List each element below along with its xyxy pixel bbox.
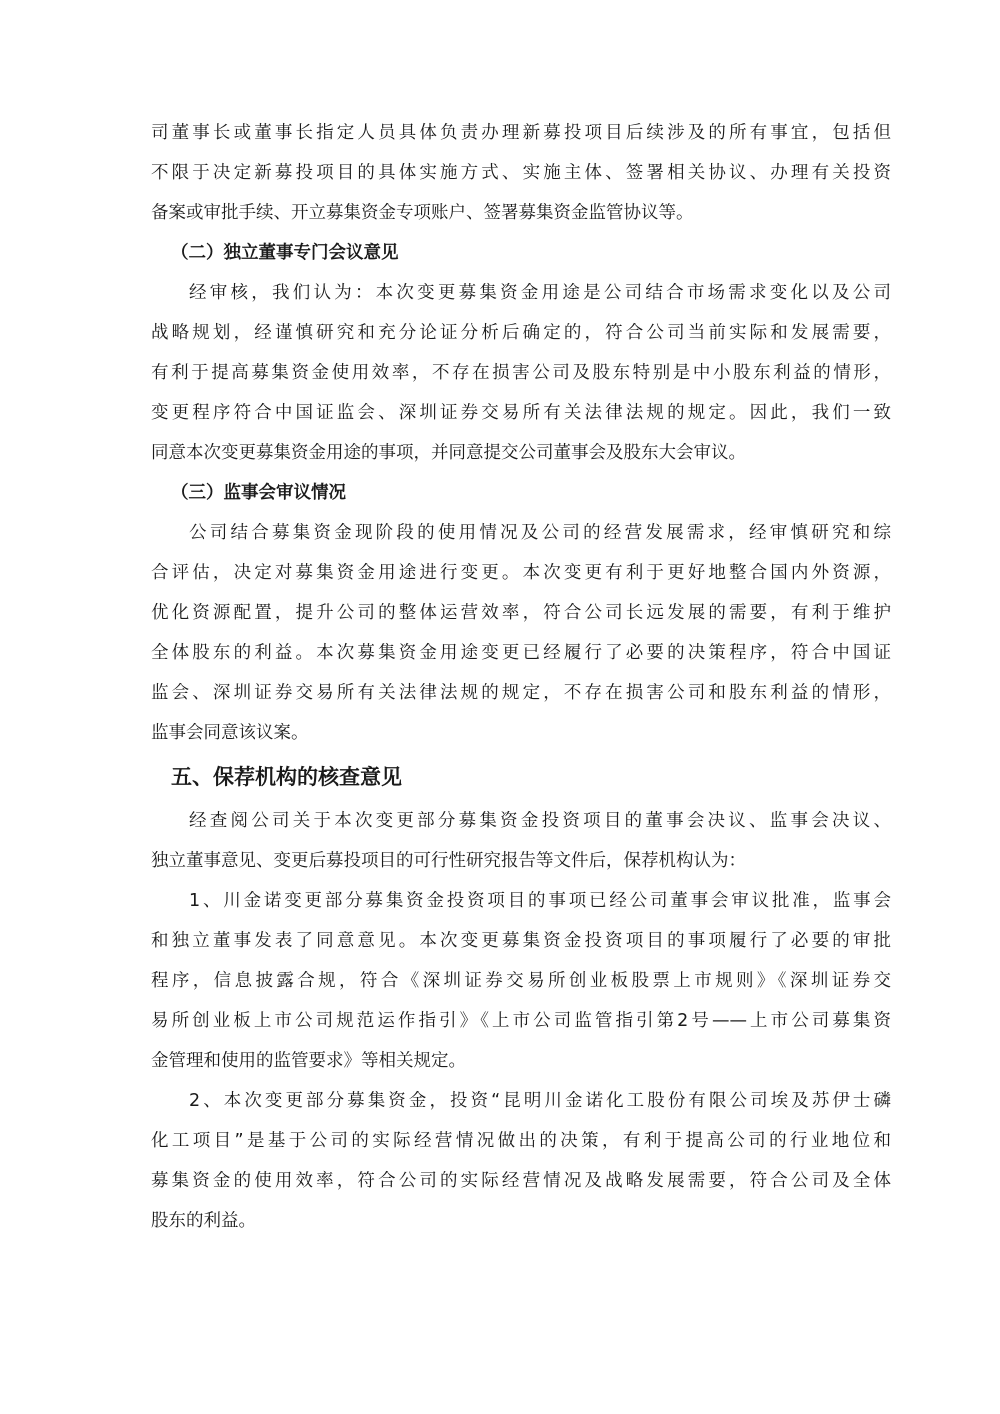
paragraph-independent-directors — [151, 273, 891, 473]
text-line: 同意本次变更募集资金用途的事项，并同意提交公司董事会及股东大会审议。 — [151, 443, 746, 463]
text-line: 全体股东的利益。本次募集资金用途变更已经履行了必要的决策程序，符合中国证 — [151, 643, 891, 663]
subsection-heading-independent-directors: （二）独立董事专门会议意见 — [171, 243, 399, 263]
document-body — [151, 113, 891, 1241]
text-line: 备案或审批手续、开立募集资金专项账户、签署募集资金监管协议等。 — [151, 203, 694, 223]
paragraph-continuation — [151, 113, 891, 233]
text-line: 1、川金诺变更部分募集资金投资项目的事项已经公司董事会审议批准，监事会 — [189, 891, 891, 911]
text-line: 独立董事意见、变更后募投项目的可行性研究报告等文件后，保荐机构认为： — [151, 851, 746, 871]
paragraph-supervisory-board — [151, 513, 891, 753]
text-line: 公司结合募集资金现阶段的使用情况及公司的经营发展需求，经审慎研究和综 — [189, 523, 891, 543]
paragraph-sponsor-item-1 — [151, 881, 891, 1081]
paragraph-sponsor-item-2 — [151, 1081, 891, 1241]
text-line: 优化资源配置，提升公司的整体运营效率，符合公司长远发展的需要，有利于维护 — [151, 603, 891, 623]
text-line: 合评估，决定对募集资金用途进行变更。本次变更有利于更好地整合国内外资源， — [151, 563, 891, 583]
text-line: 经审核，我们认为：本次变更募集资金用途是公司结合市场需求变化以及公司 — [189, 283, 891, 303]
paragraph-sponsor-intro — [151, 801, 891, 881]
text-line: 金管理和使用的监管要求》等相关规定。 — [151, 1051, 466, 1071]
text-line: 化工项目”是基于公司的实际经营情况做出的决策，有利于提高公司的行业地位和 — [151, 1131, 891, 1151]
text-line: 监会、深圳证券交易所有关法律法规的规定，不存在损害公司和股东利益的情形， — [151, 683, 891, 703]
text-line: 股东的利益。 — [151, 1211, 256, 1231]
text-line: 程序，信息披露合规，符合《深圳证券交易所创业板股票上市规则》《深圳证券交 — [151, 971, 891, 991]
text-line: 不限于决定新募投项目的具体实施方式、实施主体、签署相关协议、办理有关投资 — [151, 163, 891, 183]
section-heading-sponsor-opinion: 五、保荐机构的核查意见 — [171, 765, 402, 789]
text-line: 经查阅公司关于本次变更部分募集资金投资项目的董事会决议、监事会决议、 — [189, 811, 891, 831]
text-line: 易所创业板上市公司规范运作指引》《上市公司监管指引第2号——上市公司募集资 — [151, 1011, 891, 1031]
text-line: 战略规划，经谨慎研究和充分论证分析后确定的，符合公司当前实际和发展需要， — [151, 323, 891, 343]
text-line: 变更程序符合中国证监会、深圳证券交易所有关法律法规的规定。因此，我们一致 — [151, 403, 891, 423]
text-line: 2、本次变更部分募集资金，投资“昆明川金诺化工股份有限公司埃及苏伊士磷 — [189, 1091, 891, 1111]
text-line: 监事会同意该议案。 — [151, 723, 309, 743]
text-line: 募集资金的使用效率，符合公司的实际经营情况及战略发展需要，符合公司及全体 — [151, 1171, 891, 1191]
text-line: 司董事长或董事长指定人员具体负责办理新募投项目后续涉及的所有事宜，包括但 — [151, 123, 891, 143]
text-line: 有利于提高募集资金使用效率，不存在损害公司及股东特别是中小股东利益的情形， — [151, 363, 891, 383]
text-line: 和独立董事发表了同意意见。本次变更募集资金投资项目的事项履行了必要的审批 — [151, 931, 891, 951]
subsection-heading-supervisory-board: （三）监事会审议情况 — [171, 483, 346, 503]
